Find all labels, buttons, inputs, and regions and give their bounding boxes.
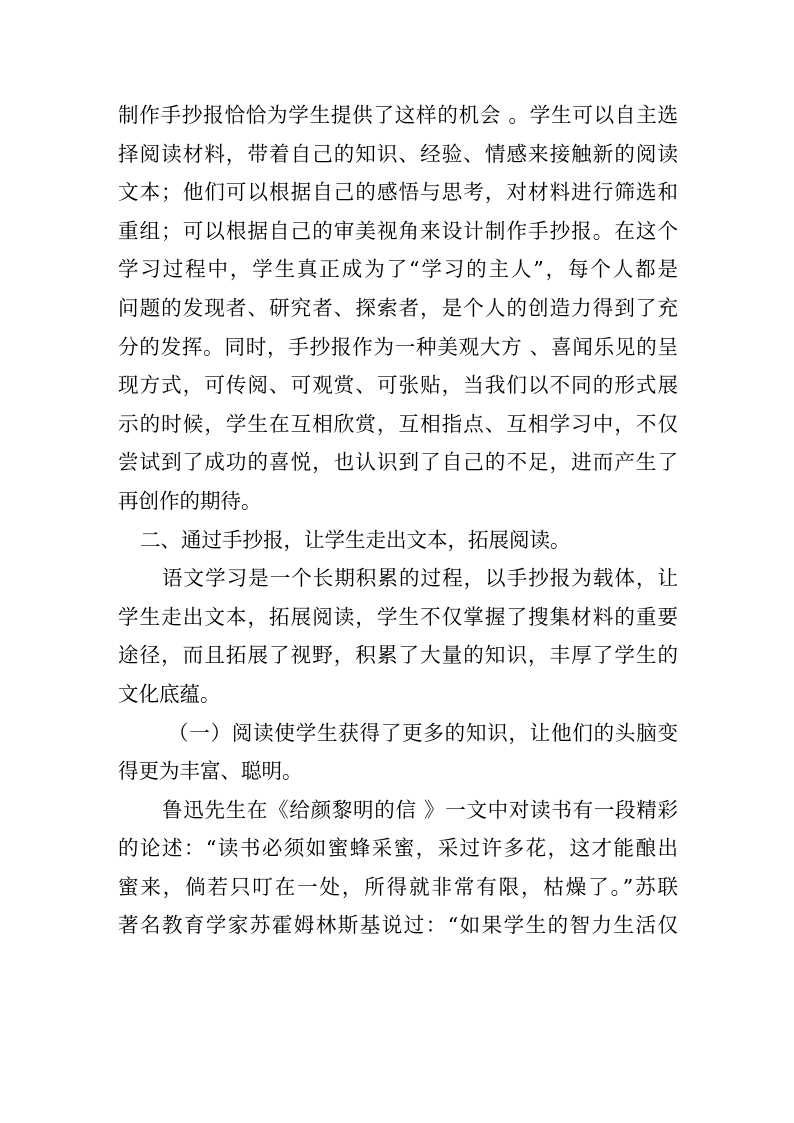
text-line: 尝试到了成功的喜悦，也认识到了自己的不足，进而产生了 — [118, 450, 678, 475]
text-line: 分的发挥。同时，手抄报作为一种美观大方 、喜闻乐见的呈 — [118, 334, 678, 359]
text-line: 学习过程中，学生真正成为了“学习的主人”，每个人都是 — [118, 257, 678, 282]
text-line: 鲁迅先生在《给颜黎明的信 》一文中对读书有一段精彩 — [162, 797, 678, 822]
text-line: 著名教育学家苏霍姆林斯基说过：“如果学生的智力生活仅 — [118, 913, 678, 938]
text-line: 再创作的期待。 — [118, 488, 262, 513]
text-line: 制作手抄报恰恰为学生提供了这样的机会 。学生可以自主选 — [118, 103, 678, 127]
text-line: 现方式，可传阅、可观赏、可张贴，当我们以不同的形式展 — [118, 373, 678, 398]
document-body — [118, 96, 678, 945]
text-line: 文化底蕴。 — [118, 681, 221, 706]
text-line: 示的时候，学生在互相欣赏，互相指点、互相学习中，不仅 — [118, 411, 678, 436]
text-line: 途径，而且拓展了视野，积累了大量的知识，丰厚了学生的 — [118, 643, 678, 668]
text-line: 问题的发现者、研究者、探索者，是个人的创造力得到了充 — [118, 295, 678, 320]
text-line: 重组；可以根据自己的审美视角来设计制作手抄报。在这个 — [118, 218, 678, 243]
section-heading: 二、通过手抄报，让学生走出文本，拓展阅读。 — [140, 527, 571, 552]
text-line: 文本；他们可以根据自己的感悟与思考，对材料进行筛选和 — [118, 180, 678, 205]
text-line: 学生走出文本，拓展阅读，学生不仅掌握了搜集材料的重要 — [118, 604, 678, 629]
subsection-heading: （一）阅读使学生获得了更多的知识，让他们的头脑变 — [168, 720, 678, 745]
text-line: 语文学习是一个长期积累的过程，以手抄报为载体，让 — [162, 566, 678, 591]
text-line: 蜜来，倘若只叮在一处，所得就非常有限，枯燥了。”苏联 — [118, 874, 678, 899]
subsection-heading-cont: 得更为丰富、聪明。 — [118, 759, 303, 784]
text-line: 择阅读材料，带着自己的知识、经验、情感来接触新的阅读 — [118, 141, 678, 166]
text-line: 的论述：“读书必须如蜜蜂采蜜，采过许多花，这才能酿出 — [118, 836, 678, 861]
